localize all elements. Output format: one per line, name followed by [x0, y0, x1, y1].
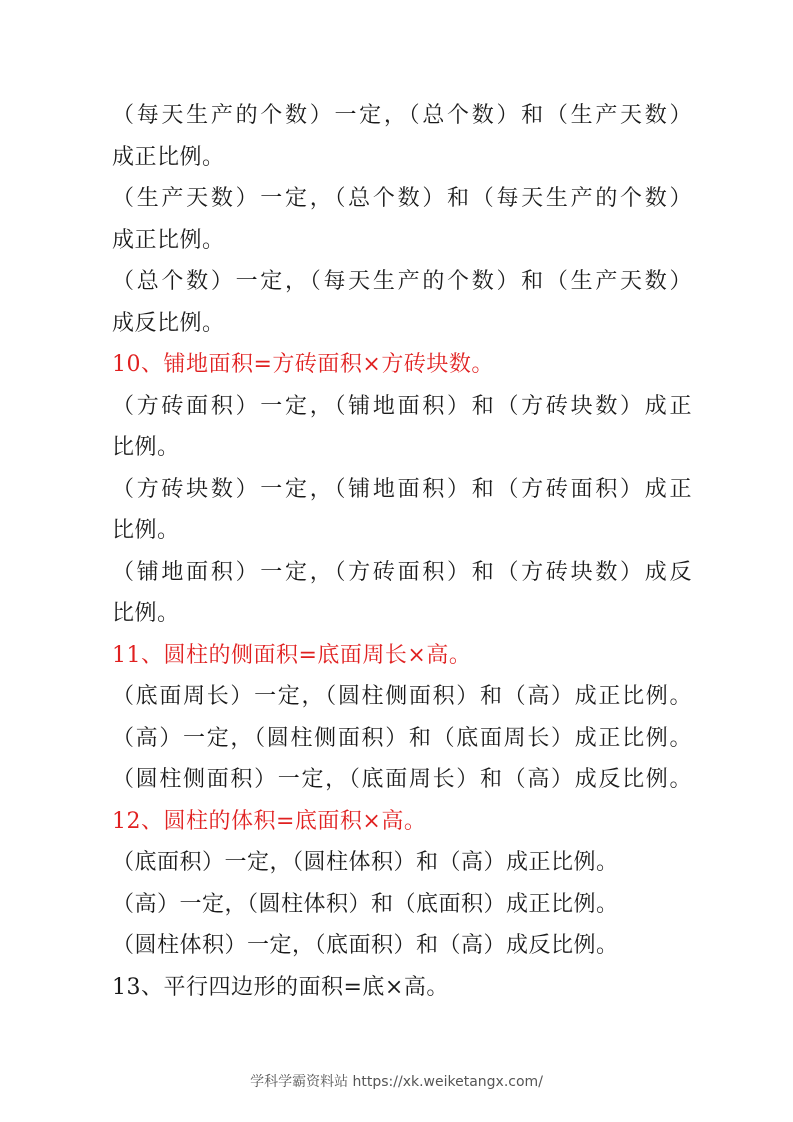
text-line: （高）一定，（圆柱侧面积）和（底面周长）成正比例。: [112, 725, 692, 751]
text-line: 比例。: [112, 601, 180, 626]
text-line: （底面积）一定，（圆柱体积）和（高）成正比例。: [112, 850, 619, 875]
document-body: [112, 95, 692, 1008]
text-line: 比例。: [112, 518, 180, 543]
text-line: （底面周长）一定，（圆柱侧面积）和（高）成正比例。: [112, 684, 692, 709]
text-line: 比例。: [112, 435, 180, 460]
text-line: （方砖块数）一定，（铺地面积）和（方砖面积）成正: [112, 476, 692, 502]
text-line: 成反比例。: [112, 310, 225, 336]
footer-watermark: 学科学霸资料站 https://xk.weiketangx.com/: [250, 1074, 543, 1090]
section-heading: 10、铺地面积=方砖面积×方砖块数。: [112, 352, 494, 377]
section-heading: 13、平行四边形的面积=底×高。: [112, 974, 449, 1000]
text-line: （每天生产的个数）一定，（总个数）和（生产天数）: [112, 103, 692, 128]
text-line: （生产天数）一定，（总个数）和（每天生产的个数）: [112, 186, 692, 211]
text-line: （总个数）一定，（每天生产的个数）和（生产天数）: [112, 269, 692, 294]
text-line: （圆柱体积）一定，（底面积）和（高）成反比例。: [112, 933, 619, 958]
section-heading: 11、圆柱的侧面积=底面周长×高。: [112, 642, 472, 668]
text-line: 成正比例。: [112, 227, 225, 253]
text-line: （高）一定，（圆柱体积）和（底面积）成正比例。: [112, 891, 619, 917]
text-line: （铺地面积）一定，（方砖面积）和（方砖块数）成反: [112, 559, 692, 585]
section-heading: 12、圆柱的体积=底面积×高。: [112, 808, 427, 834]
text-line: 成正比例。: [112, 144, 225, 170]
text-line: （方砖面积）一定，（铺地面积）和（方砖块数）成正: [112, 393, 692, 419]
text-line: （圆柱侧面积）一定，（底面周长）和（高）成反比例。: [112, 767, 692, 792]
